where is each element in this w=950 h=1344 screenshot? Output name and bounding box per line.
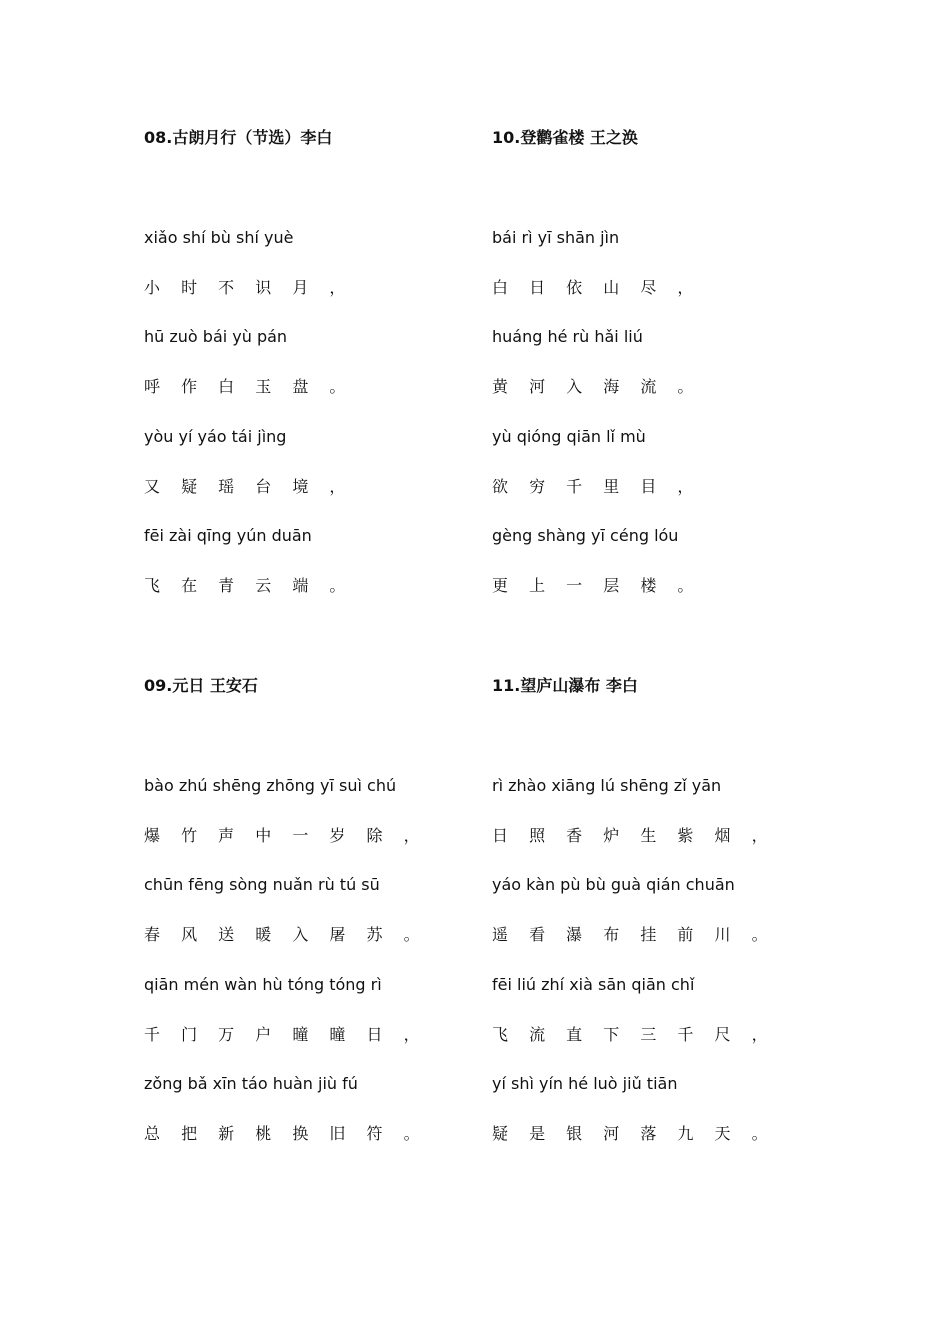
hanzi-line: 千 门 万 户 曈 曈 日 ， <box>144 1025 428 1044</box>
poem-title: 11.望庐山瀑布 李白 <box>492 676 638 695</box>
pinyin-line: yáo kàn pù bù guà qián chuān <box>492 875 735 894</box>
pinyin-line: huáng hé rù hǎi liú <box>492 327 643 346</box>
pinyin-line: hū zuò bái yù pán <box>144 327 288 346</box>
poem-title: 08.古朗月行（节选）李白 <box>144 128 333 147</box>
hanzi-line: 欲 穷 千 里 目 ， <box>492 477 702 496</box>
pinyin-line: zǒng bǎ xīn táo huàn jiù fú <box>144 1074 358 1093</box>
pinyin-line: rì zhào xiāng lú shēng zǐ yān <box>492 776 722 795</box>
hanzi-line: 又 疑 瑶 台 境 ， <box>144 477 354 496</box>
pinyin-line: chūn fēng sòng nuǎn rù tú sū <box>144 875 380 894</box>
pinyin-line: gèng shàng yī céng lóu <box>492 526 679 545</box>
hanzi-line: 更 上 一 层 楼 。 <box>492 576 702 595</box>
pinyin-line: xiǎo shí bù shí yuè <box>144 228 294 247</box>
hanzi-line: 黄 河 入 海 流 。 <box>492 377 702 396</box>
pinyin-line: fēi zài qīng yún duān <box>144 526 312 545</box>
hanzi-line: 小 时 不 识 月 ， <box>144 278 354 297</box>
hanzi-line: 春 风 送 暖 入 屠 苏 。 <box>144 925 428 944</box>
poem-title: 10.登鹳雀楼 王之涣 <box>492 128 638 147</box>
hanzi-line: 疑 是 银 河 落 九 天 。 <box>492 1124 776 1143</box>
hanzi-line: 白 日 依 山 尽 ， <box>492 278 702 297</box>
pinyin-line: yù qióng qiān lǐ mù <box>492 427 646 446</box>
pinyin-line: bái rì yī shān jìn <box>492 228 620 247</box>
hanzi-line: 遥 看 瀑 布 挂 前 川 。 <box>492 925 776 944</box>
pinyin-line: yòu yí yáo tái jìng <box>144 427 287 446</box>
poem-title: 09.元日 王安石 <box>144 676 258 695</box>
hanzi-line: 飞 在 青 云 端 。 <box>144 576 354 595</box>
hanzi-line: 日 照 香 炉 生 紫 烟 ， <box>492 826 776 845</box>
hanzi-line: 总 把 新 桃 换 旧 符 。 <box>144 1124 428 1143</box>
hanzi-line: 爆 竹 声 中 一 岁 除 ， <box>144 826 428 845</box>
pinyin-line: fēi liú zhí xià sān qiān chǐ <box>492 975 695 994</box>
pinyin-line: yí shì yín hé luò jiǔ tiān <box>492 1074 678 1093</box>
hanzi-line: 呼 作 白 玉 盘 。 <box>144 377 354 396</box>
pinyin-line: bào zhú shēng zhōng yī suì chú <box>144 776 397 795</box>
pinyin-line: qiān mén wàn hù tóng tóng rì <box>144 975 382 994</box>
hanzi-line: 飞 流 直 下 三 千 尺 ， <box>492 1025 776 1044</box>
